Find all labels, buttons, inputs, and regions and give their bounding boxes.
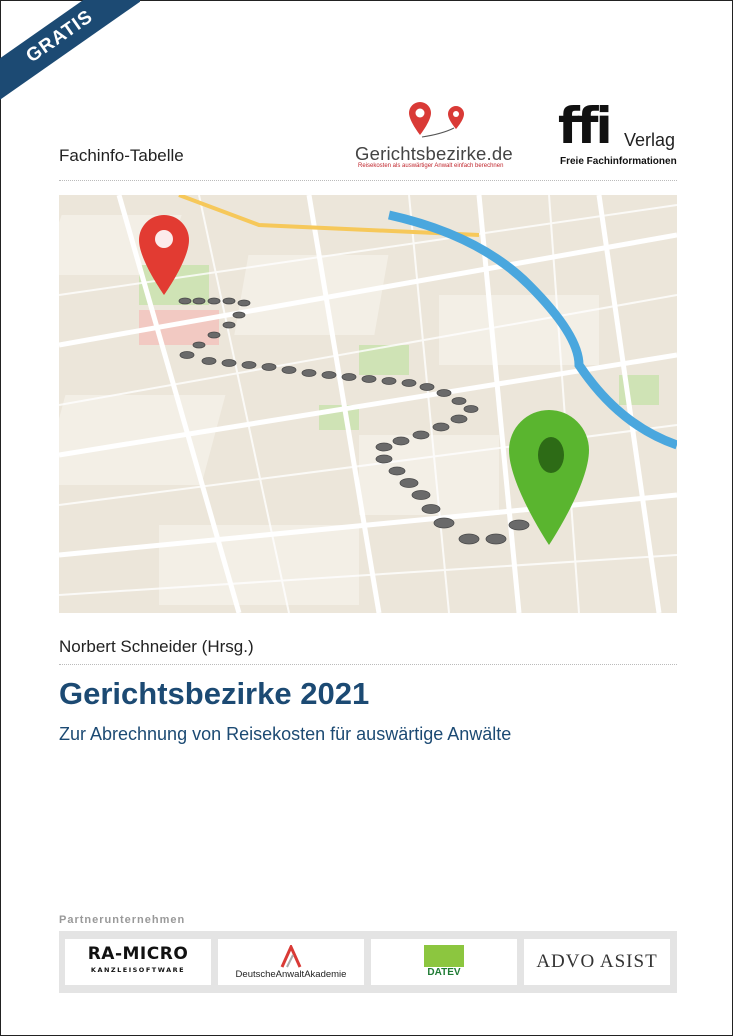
cover-map-illustration <box>59 195 677 613</box>
partner-advo-asist <box>524 939 670 985</box>
gerichtsbezirke-logo-text: Gerichtsbezirke.de <box>355 143 513 164</box>
advo-asist-logo: ADVO ASIST <box>536 951 658 972</box>
divider <box>59 180 677 181</box>
book-title: Gerichtsbezirke 2021 <box>59 676 370 711</box>
ffi-mark: ffi <box>558 97 610 155</box>
anwaltakademie-icon <box>278 945 304 969</box>
partners-bar <box>59 931 677 993</box>
ffi-verlag-text: Verlag <box>624 130 676 150</box>
gerichtsbezirke-tagline: Reisekosten als auswärtiger Anwalt einfach berechnen <box>358 163 504 169</box>
series-label: Fachinfo-Tabelle <box>59 146 184 165</box>
partner-datev <box>371 939 517 985</box>
ra-micro-tagline: KANZLEISOFTWARE <box>90 966 186 974</box>
gratis-badge: GRATIS <box>0 0 140 108</box>
datev-mark <box>424 945 464 967</box>
ffi-tagline: Freie Fachinformationen <box>560 156 677 167</box>
ra-micro-logo: RA-MICRO <box>87 944 189 964</box>
book-subtitle: Zur Abrechnung von Reisekosten für auswärtige Anwälte <box>59 724 512 744</box>
gratis-corner <box>0 0 140 110</box>
partner-anwaltakademie <box>218 939 364 985</box>
datev-logo: DATEV <box>427 967 461 978</box>
partner-ra-micro <box>65 939 211 985</box>
anwaltakademie-logo: DeutscheAnwaltAkademie <box>235 968 347 980</box>
partners-label: Partnerunternehmen <box>59 914 186 926</box>
ffi-verlag-logo <box>558 96 683 176</box>
divider <box>59 664 677 665</box>
author: Norbert Schneider (Hrsg.) <box>59 637 254 656</box>
